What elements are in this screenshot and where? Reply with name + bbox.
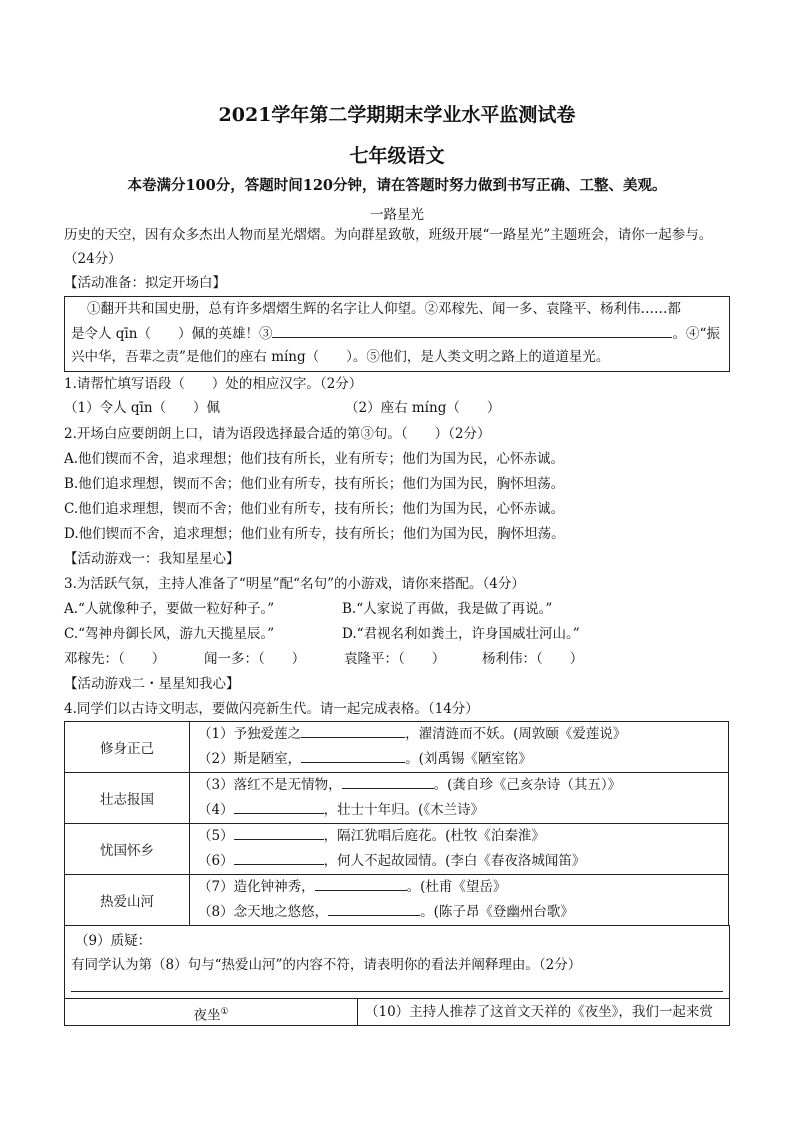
poem-lines-cell xyxy=(190,875,729,926)
table-row xyxy=(65,824,729,875)
passage-line-1: ①翻开共和国史册，总有许多熠熠生辉的名字让人仰望。②邓稼先、闻一多、袁隆平、杨利伟……都 xyxy=(87,301,681,317)
q3-match-yuan[interactable]: 袁隆平：（ ） xyxy=(344,651,446,667)
sentence-3-blank[interactable] xyxy=(272,323,672,338)
q3-match-deng[interactable]: 邓稼先：（ ） xyxy=(64,651,166,667)
game1-heading: 【活动游戏一：我知星星心】 xyxy=(64,551,240,567)
poem-line: （7）造化钟神秀， 。(杜甫《望岳》 xyxy=(198,875,728,900)
poem-lines-cell xyxy=(190,824,729,875)
table-row xyxy=(65,722,729,773)
passage-line-3: 兴中华，吾辈之责”是他们的座右 míng（ ）。⑤他们，是人类文明之路上的道道星光。 xyxy=(71,349,610,365)
exam-subject: 七年级语文 xyxy=(349,145,445,167)
q3-match-wen[interactable]: 闻一多：（ ） xyxy=(204,651,306,667)
poem-line: （2）斯是陋室， 。(刘禹锡《陋室铭》 xyxy=(198,747,728,772)
answer-blank[interactable] xyxy=(315,876,407,891)
poem-lines-cell xyxy=(190,722,729,773)
q2-option-c[interactable]: C.他们追求理想，锲而不舍；他们业有所专，技有所长；他们为国为民，心怀赤诚。 xyxy=(64,501,565,517)
exam-notice: 本卷满分100分，答题时间120分钟，请在答题时努力做到书写正确、工整、美观。 xyxy=(127,177,667,194)
answer-blank[interactable] xyxy=(234,825,324,840)
category-cell: 壮志报国 xyxy=(65,773,190,824)
intro-line-2: （24分） xyxy=(64,251,122,267)
opening-passage-box xyxy=(64,296,730,372)
answer-blank[interactable] xyxy=(328,901,420,916)
q10-prompt: （10）主持人推荐了这首文天祥的《夜坐》，我们一起来赏 xyxy=(365,1004,713,1020)
answer-blank[interactable] xyxy=(234,850,324,865)
section-title: 一路星光 xyxy=(370,207,424,223)
q9-label: （9）质疑： xyxy=(75,933,152,949)
q3-quote-d: D.“君视名利如粪土，许身国威壮河山。” xyxy=(342,626,580,642)
poem-table xyxy=(64,721,729,926)
category-cell: 修身正己 xyxy=(65,722,190,773)
q3-quote-a: A.“人就像种子，要做一粒好种子。” xyxy=(64,601,275,617)
q3-question: 3.为活跃气氛，主持人准备了“明星”配“名句”的小游戏，请你来搭配。（4分） xyxy=(64,576,525,592)
exam-title: 2021学年第二学期期末学业水平监测试卷 xyxy=(218,104,576,126)
passage-line-2 xyxy=(71,323,720,344)
poem-line: （8）念天地之悠悠， 。(陈子昂《登幽州台歌》 xyxy=(198,900,728,925)
game2-heading: 【活动游戏二・星星知我心】 xyxy=(64,676,240,692)
answer-blank[interactable] xyxy=(301,748,405,763)
passage-line-2-end: 。④“振 xyxy=(672,326,720,342)
poem-appreciation-row xyxy=(64,998,730,1026)
table-row xyxy=(65,773,729,824)
q2-option-b[interactable]: B.他们追求理想，锲而不舍；他们业有所专，技有所长；他们为国为民，胸怀坦荡。 xyxy=(64,476,565,492)
poem-lines-cell xyxy=(190,773,729,824)
q1-option-2[interactable]: （2）座右 míng（ ） xyxy=(345,400,501,416)
activity-prep-heading: 【活动准备：拟定开场白】 xyxy=(64,275,226,291)
poem-title: 夜坐① xyxy=(65,999,358,1025)
q4-question: 4.同学们以古诗文明志，要做闪亮新生代。请一起完成表格。（14分） xyxy=(64,701,479,717)
intro-line-1: 历史的天空，因有众多杰出人物而星光熠熠。为向群星致敬，班级开展“一路星光”主题班会，请你一起参与。 xyxy=(64,227,713,243)
q2-question: 2.开场白应要朗朗上口，请为语段选择最合适的第③句。（ ）（2分） xyxy=(64,426,491,442)
poem-line: （1）予独爱莲之 ，濯清涟而不妖。(周敦颐《爱莲说》 xyxy=(198,722,728,747)
q2-option-a[interactable]: A.他们锲而不舍，追求理想；他们技有所长，业有所专；他们为国为民，心怀赤诚。 xyxy=(64,451,565,467)
q9-box xyxy=(64,925,730,999)
table-row xyxy=(65,875,729,926)
passage-line-2-start: 是令人 qīn（ ）佩的英雄！③ xyxy=(71,326,273,342)
category-cell: 热爱山河 xyxy=(65,875,190,926)
q2-option-d[interactable]: D.他们锲而不舍，追求理想；他们业有所专，技有所长；他们为国为民，胸怀坦荡。 xyxy=(64,526,565,542)
poem-line: （5） ，隔江犹唱后庭花。(杜牧《泊秦淮》 xyxy=(198,824,728,849)
q3-quote-b: B.“人家说了再做，我是做了再说。” xyxy=(342,601,553,617)
q9-answer-line[interactable] xyxy=(71,991,723,992)
q3-quote-c: C.“驾神舟御长风，游九天揽星辰。” xyxy=(64,626,275,642)
poem-line: （6） ，何人不起故园情。(李白《春夜洛城闻笛》 xyxy=(198,849,728,874)
q3-match-yang[interactable]: 杨利伟：（ ） xyxy=(482,651,584,667)
category-cell: 忧国怀乡 xyxy=(65,824,190,875)
answer-blank[interactable] xyxy=(342,774,434,789)
poem-line: （3）落红不是无情物， 。(龚自珍《己亥杂诗（其五）》 xyxy=(198,773,728,798)
q1-option-1[interactable]: （1）令人 qīn（ ）佩 xyxy=(64,400,221,416)
q9-question: 有同学认为第（8）句与“热爱山河”的内容不符，请表明你的看法并阐释理由。（2分） xyxy=(71,957,582,973)
poem-line: （4） ，壮士十年归。(《木兰诗》 xyxy=(198,798,728,823)
q1-question: 1.请帮忙填写语段（ ）处的相应汉字。（2分） xyxy=(64,376,363,392)
answer-blank[interactable] xyxy=(301,723,405,738)
answer-blank[interactable] xyxy=(234,799,324,814)
